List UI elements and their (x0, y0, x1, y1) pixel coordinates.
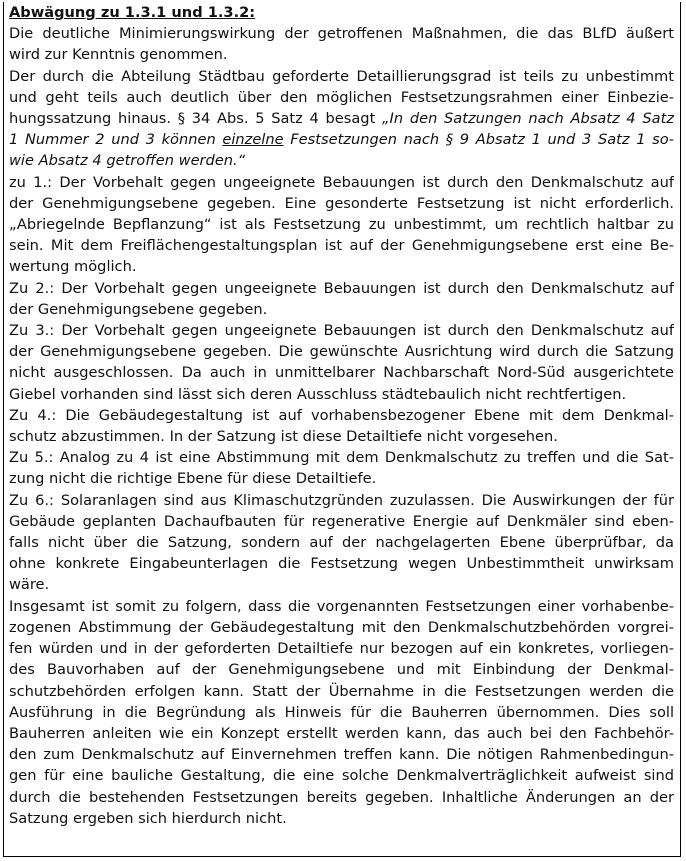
text-segment: fen würden und in der geforderten Detailtiefe nur bezogen auf ein konkretes, vorliegen- (9, 640, 674, 658)
text-segment: 1 Nummer 2 und 3 können (9, 131, 223, 149)
text-line (9, 150, 674, 171)
body-text (9, 23, 674, 829)
text-segment: der Genehmigungsebene gegeben. Die gewünschte Ausrichtung wird durch die Satzung (9, 343, 674, 361)
text-line (9, 384, 674, 405)
text-segment: gen für eine bauliche Gestaltung, die eine solche Denkmalverträglichkeit aufweist sind (9, 767, 674, 785)
text-line (9, 362, 674, 383)
text-line (9, 681, 674, 702)
text-segment: Gebäude geplanten Dachaufbauten für regenerative Energie auf Denkmäler sind eben- (9, 512, 674, 530)
text-line (9, 235, 674, 256)
text-segment: Insgesamt ist somit zu folgern, dass die vorgenannten Festsetzungen einer vorhabenbe- (9, 597, 674, 615)
text-segment: wertung möglich. (9, 258, 137, 276)
text-segment: Die deutliche Minimierungswirkung der getroffenen Maßnahmen, die das BLfD äußert (9, 25, 674, 43)
text-segment: einzelne (222, 131, 284, 149)
text-line (9, 193, 674, 214)
text-line (9, 23, 674, 44)
text-line (9, 659, 674, 680)
text-line (9, 617, 674, 638)
text-line (9, 744, 674, 765)
text-line (9, 66, 674, 87)
text-segment: Festsetzungen nach § 9 Absatz 1 und 3 Satz 1 so- (283, 131, 674, 149)
text-line (9, 299, 674, 320)
text-segment: Zu 6.: Solaranlagen sind aus Klimaschutzgründen zuzulassen. Die Auswirkungen der für (9, 491, 674, 509)
text-line (9, 341, 674, 362)
text-segment: Bauherren anleiten wie ein Konzept erstellt werden kann, das auch bei den Fachbehör- (9, 724, 674, 742)
text-line (9, 405, 674, 426)
text-line (9, 553, 674, 574)
document-page (3, 2, 681, 857)
text-line (9, 256, 674, 277)
text-segment: Zu 5.: Analog zu 4 ist eine Abstimmung mit dem Denkmalschutz zu treffen und die Sat- (9, 449, 674, 467)
text-line (9, 723, 674, 744)
text-segment: Zu 4.: Die Gebäudegestaltung ist auf vorhabensbezogener Ebene mit dem Denkmal- (9, 406, 674, 424)
text-line (9, 447, 674, 468)
text-line (9, 172, 674, 193)
text-segment: schutz abzustimmen. In der Satzung ist diese Detailtiefe nicht vorgesehen. (9, 428, 558, 446)
text-segment: Zu 2.: Der Vorbehalt gegen ungeeignete Bebauungen ist durch den Denkmalschutz auf (9, 279, 674, 297)
text-segment: nicht ausgeschlossen. Da auch in unmittelbarer Nachbarschaft Nord-Süd ausgerichtete (9, 364, 674, 382)
text-segment: zu 1.: Der Vorbehalt gegen ungeeignete Bebauungen ist durch den Denkmalschutz auf (9, 173, 674, 191)
text-line (9, 214, 674, 235)
text-line (9, 426, 674, 447)
text-line (9, 596, 674, 617)
text-line (9, 87, 674, 108)
text-segment: hungssatzung hinaus. § 34 Abs. 5 Satz 4 besagt (9, 110, 382, 128)
text-line (9, 108, 674, 129)
text-segment: zung nicht die richtige Ebene für diese Detailtiefe. (9, 470, 377, 488)
text-segment: wäre. (9, 576, 50, 594)
text-segment: der Genehmigungsebene gegeben. Eine gesonderte Festsetzung ist nicht erforderlich. (9, 194, 674, 212)
text-segment: Ausführung in die Begründung als Hinweis für die Bauherren übernommen. Dies soll (9, 703, 674, 721)
text-line (9, 511, 674, 532)
text-segment: der Genehmigungsebene gegeben. (9, 300, 268, 318)
text-segment: zogenen Abstimmung der Gebäudegestaltung mit den Denkmalschutzbehörden vorgrei- (9, 618, 674, 636)
text-line (9, 468, 674, 489)
text-segment: schutzbehörden erfolgen kann. Statt der Übernahme in die Festsetzungen werden die (9, 682, 674, 700)
text-segment: „Abriegelnde Bepflanzung“ ist als Festsetzung zu unbestimmt, um rechtlich haltbar zu (9, 216, 674, 234)
text-segment: „In den Satzungen nach Absatz 4 Satz (382, 110, 674, 128)
text-segment: falls nicht über die Satzung, sondern auf der nachgelagerten Ebene überprüfbar, da (9, 534, 674, 552)
text-segment: ohne konkrete Eingabeunterlagen die Festsetzung wegen Unbestimmtheit unwirksam (9, 555, 674, 573)
text-line (9, 532, 674, 553)
text-segment: Satzung ergeben sich hierdurch nicht. (9, 809, 287, 827)
text-segment: wie Absatz 4 getroffen werden.“ (9, 152, 246, 170)
text-line (9, 490, 674, 511)
text-line (9, 320, 674, 341)
text-segment: des Bauvorhaben auf der Genehmigungsebene und mit Einbindung der Denkmal- (9, 661, 674, 679)
text-segment: durch die bestehenden Festsetzungen bereits gegeben. Inhaltliche Änderungen an der (9, 788, 674, 806)
text-segment: sein. Mit dem Freiflächengestaltungsplan ist auf der Genehmigungsebene erst eine Be- (9, 237, 674, 255)
text-line (9, 638, 674, 659)
text-line (9, 702, 674, 723)
text-line (9, 808, 674, 829)
text-segment: und geht teils auch deutlich über den möglichen Festsetzungsrahmen einer Einbezie- (9, 88, 674, 106)
text-line (9, 129, 674, 150)
text-segment: wird zur Kenntnis genommen. (9, 46, 228, 64)
text-line (9, 278, 674, 299)
text-segment: Giebel vorhanden sind lässt sich deren Ausschluss städtebaulich nicht rechtfertigen. (9, 385, 627, 403)
text-line (9, 765, 674, 786)
text-line (9, 574, 674, 595)
text-line (9, 787, 674, 808)
text-line (9, 44, 674, 65)
text-segment: den zum Denkmalschutz auf Einvernehmen treffen kann. Die nötigen Rahmenbedingun- (9, 746, 674, 764)
text-segment: Der durch die Abteilung Städtbau geforderte Detaillierungsgrad ist teils zu unbestimmt (9, 67, 674, 85)
section-heading: Abwägung zu 1.3.1 und 1.3.2: (9, 4, 256, 21)
text-segment: Zu 3.: Der Vorbehalt gegen ungeeignete Bebauungen ist durch den Denkmalschutz auf (9, 322, 674, 340)
